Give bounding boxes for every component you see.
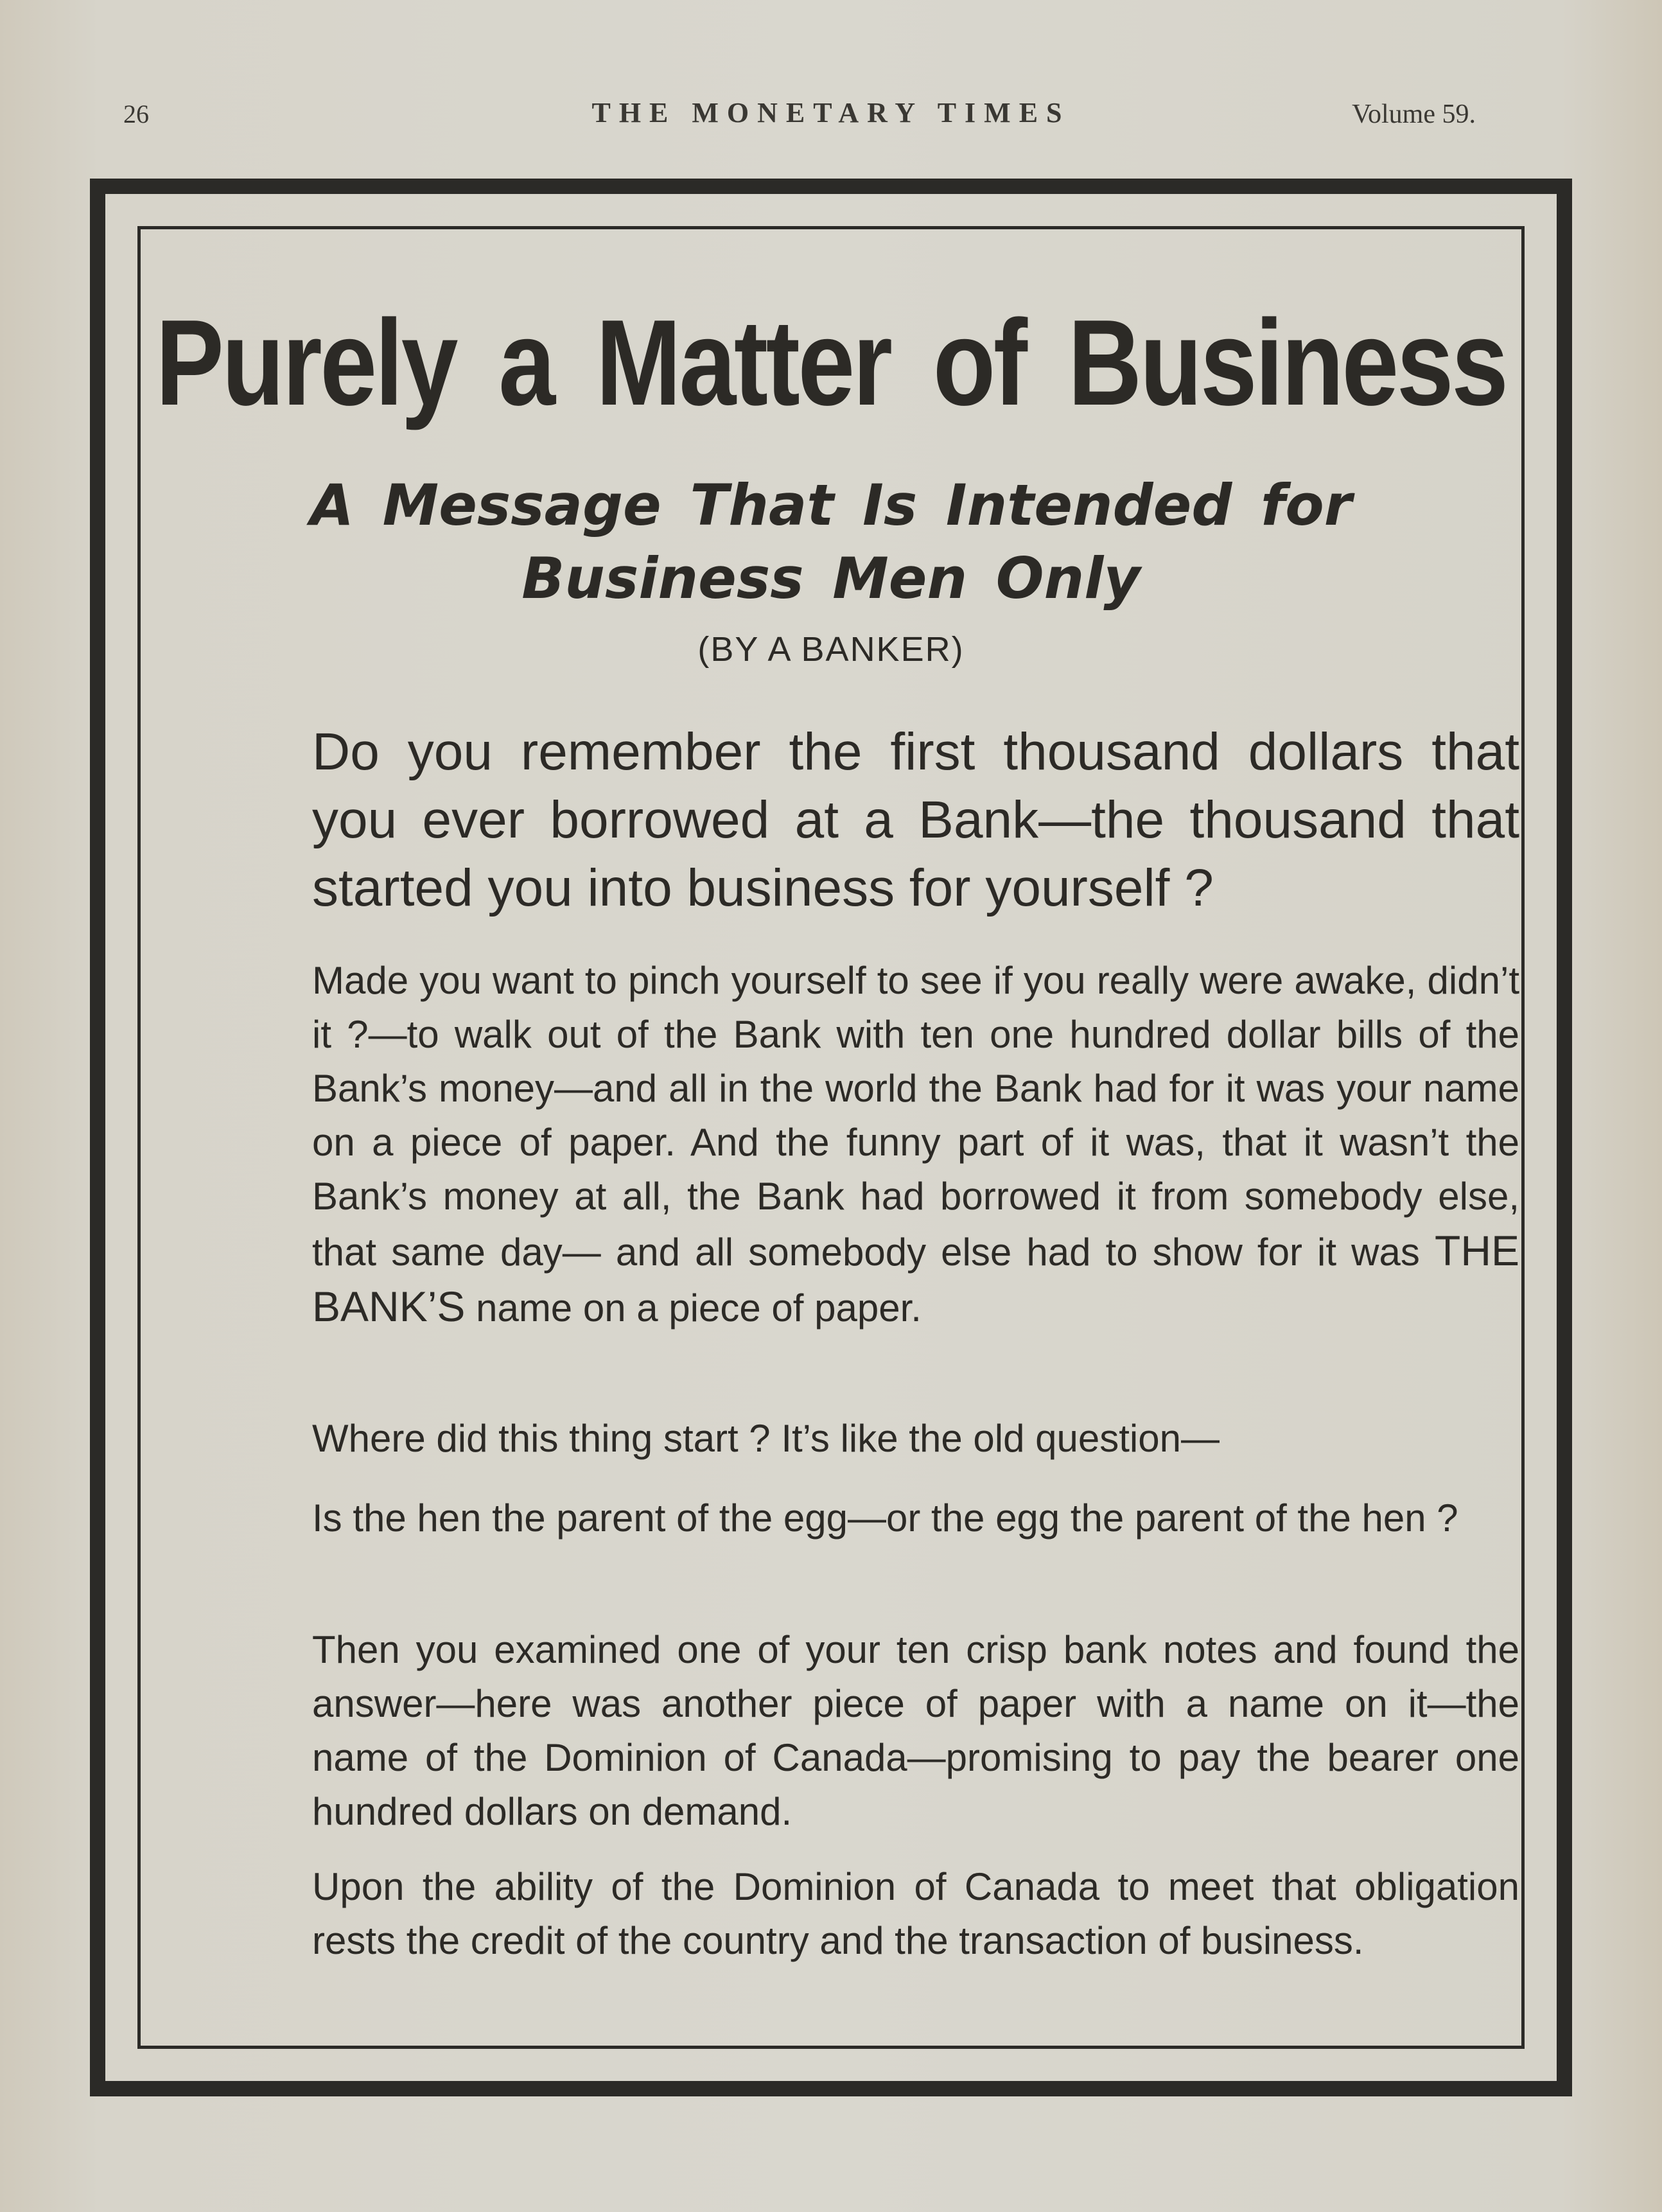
advertisement-headline: Purely a Matter of Business <box>155 295 1507 431</box>
paragraph-5-block <box>312 1623 1519 1839</box>
paragraph-3: Where did this thing start ? It’s like the old question— <box>312 1417 1220 1460</box>
paragraph-2-text-a: Made you want to pinch yourself to see if you really were awake, didn’t it ?—to walk out of the Bank with ten one hundred dollar bills of the Bank’s money—and all in the world the Bank had for it was your name on a piece of paper. And the funny part of it was, that it wasn’t the Bank’s money at all, the Bank had borrowed it from somebody else, that same day— and all somebody else had to show for it was <box>312 959 1519 1274</box>
page-number: 26 <box>123 100 149 128</box>
paragraph-6: Upon the ability of the Dominion of Canada to meet that obligation rests the credit of the country and the transaction of business. <box>312 1865 1519 1962</box>
paragraph-5: Then you examined one of your ten crisp bank notes and found the answer—here was another piece of paper with a name on it—the name of the Dominion of Canada—promising to pay the bearer one hundred dollars on demand. <box>312 1628 1519 1833</box>
paragraph-2-emphasis: THE BANK’S <box>312 1227 1519 1330</box>
lead-paragraph: Do you remember the first thousand dollars that you ever borrowed at a Bank—the thousand that started you into business for yourself ? <box>312 723 1519 917</box>
volume-label: Volume 59. <box>1352 100 1476 129</box>
running-header <box>0 96 1662 135</box>
paragraph-4-block <box>312 1491 1519 1545</box>
paragraph-2-block <box>312 954 1519 1335</box>
subtitle-line-2: Business Men Only <box>521 545 1141 611</box>
paragraph-4: Is the hen the parent of the egg—or the egg the parent of the hen ? <box>312 1497 1458 1540</box>
paragraph-6-block <box>312 1860 1519 1968</box>
paragraph-2-text-b: name on a piece of paper. <box>465 1286 922 1330</box>
paragraph-3-block <box>312 1412 1519 1466</box>
advertisement-subtitle <box>0 469 1662 615</box>
byline: (BY A BANKER) <box>697 630 965 669</box>
lead-paragraph-block <box>312 718 1519 922</box>
subtitle-line-1: A Message That Is Intended for <box>310 472 1352 538</box>
journal-title: THE MONETARY TIMES <box>591 97 1071 128</box>
paragraph-2 <box>312 954 1519 1335</box>
